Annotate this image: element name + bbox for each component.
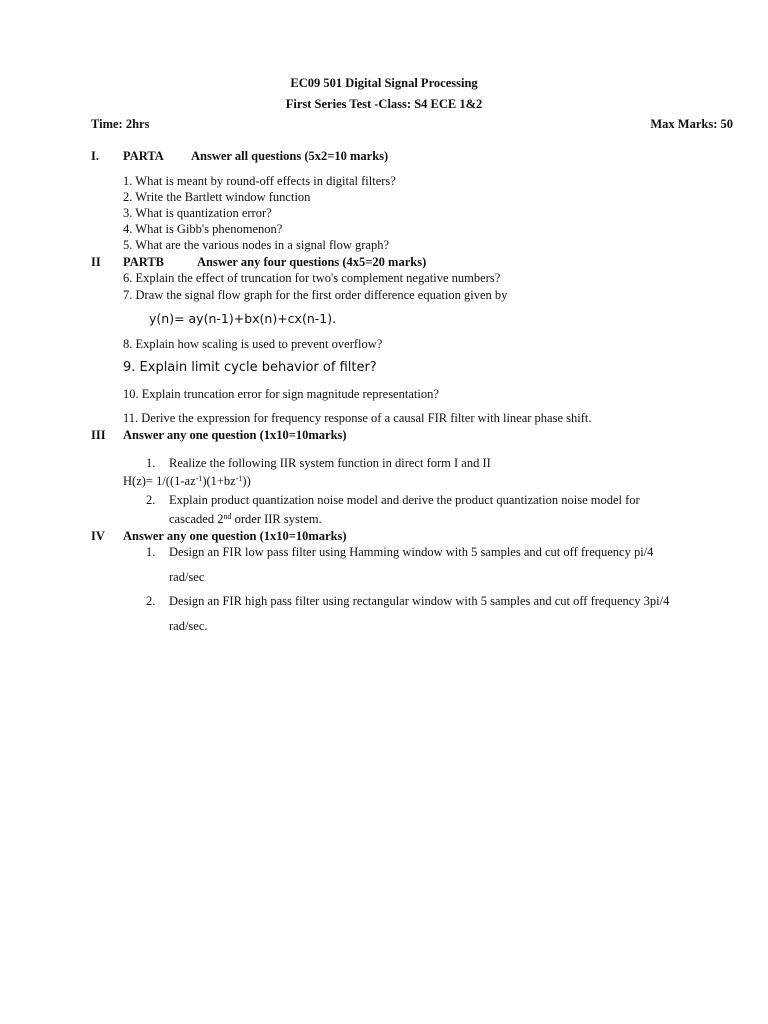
transfer-function-exponent-2: -1 [235, 474, 243, 483]
section-iv-q2-line2: rad/sec. [169, 619, 208, 633]
section-iv-q1-number: 1. [146, 545, 156, 559]
question-4: 4. What is Gibb's phenomenon? [123, 222, 283, 236]
question-5: 5. What are the various nodes in a signal flow graph? [123, 238, 390, 252]
section-iv-numeral: IV [91, 529, 105, 543]
section-iii-instruction: Answer any one question (1x10=10marks) [123, 428, 347, 442]
question-11: 11. Derive the expression for frequency response of a causal FIR filter with linear phase shift. [123, 411, 592, 425]
question-7-equation: y(n)= ay(n-1)+bx(n)+cx(n-1). [149, 311, 337, 326]
section-iii-q1-number: 1. [146, 456, 156, 470]
question-6: 6. Explain the effect of truncation for two's complement negative numbers? [123, 271, 501, 285]
transfer-function-part-c: )) [242, 474, 251, 488]
section-iv-q2-number: 2. [146, 594, 156, 608]
question-9: 9. Explain limit cycle behavior of filter? [123, 360, 377, 375]
time-label: Time: 2hrs [91, 117, 150, 131]
section-iii-numeral: III [91, 428, 106, 442]
section-iii-q2-line1: Explain product quantization noise model and derive the product quantization noise model for [169, 493, 640, 507]
section-i-numeral: I. [91, 149, 99, 163]
section-iv-instruction: Answer any one question (1x10=10marks) [123, 529, 347, 543]
section-ii-instruction: Answer any four questions (4x5=20 marks) [197, 255, 427, 269]
section-iii-q2-line2-a: cascaded 2 [169, 512, 224, 526]
test-title: First Series Test -Class: S4 ECE 1&2 [285, 97, 483, 111]
section-iv-q1-line2: rad/sec [169, 570, 205, 584]
section-i-part: PARTA [123, 149, 164, 163]
question-8: 8. Explain how scaling is used to prevent overflow? [123, 337, 383, 351]
transfer-function-part-a: H(z)= 1/((1-az [123, 474, 196, 488]
question-1: 1. What is meant by round-off effects in digital filters? [123, 174, 396, 188]
section-iii-q1-text: Realize the following IIR system function in direct form I and II [169, 456, 491, 470]
section-iv-q2-line1: Design an FIR high pass filter using rectangular window with 5 samples and cut off frequency 3pi/4 [169, 594, 670, 608]
section-ii-part: PARTB [123, 255, 164, 269]
transfer-function-exponent-1: -1 [195, 474, 203, 483]
section-iii-q2-line2-b: order IIR system. [231, 512, 322, 526]
question-3: 3. What is quantization error? [123, 206, 272, 220]
transfer-function [123, 474, 251, 488]
ordinal-superscript: nd [223, 512, 232, 521]
question-10: 10. Explain truncation error for sign magnitude representation? [123, 387, 439, 401]
section-iv-q1-line1: Design an FIR low pass filter using Hamming window with 5 samples and cut off frequency pi/4 [169, 545, 654, 559]
transfer-function-part-b: )(1+bz [202, 474, 236, 488]
section-ii-numeral: II [91, 255, 101, 269]
section-iii-q2-line2 [169, 512, 322, 526]
course-title: EC09 501 Digital Signal Processing [290, 76, 478, 90]
section-i-instruction: Answer all questions (5x2=10 marks) [191, 149, 389, 163]
max-marks-label: Max Marks: 50 [650, 117, 733, 131]
question-7: 7. Draw the signal flow graph for the first order difference equation given by [123, 288, 508, 302]
question-2: 2. Write the Bartlett window function [123, 190, 311, 204]
section-iii-q2-number: 2. [146, 493, 156, 507]
